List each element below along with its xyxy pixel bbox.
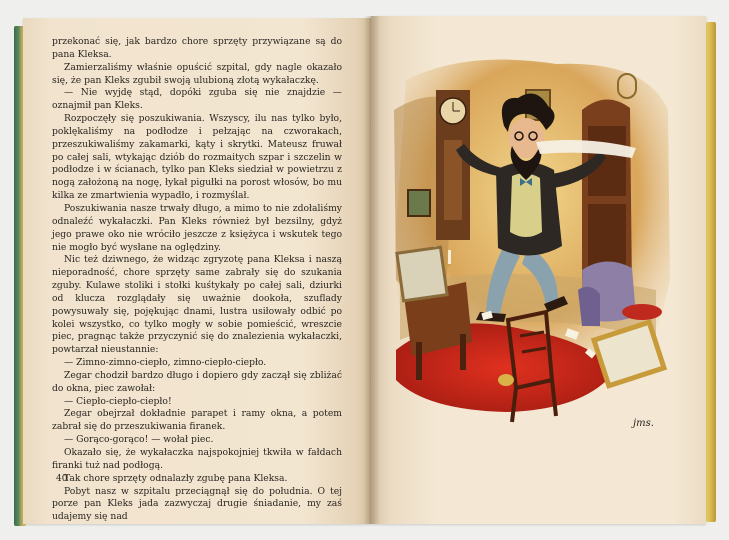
paragraph: — Zimno-zimno-ciepło, zimno-ciepło-ciepło. (64, 357, 267, 369)
book-cover-edge-right (706, 22, 716, 522)
illustration (386, 50, 674, 442)
wall-picture (408, 190, 430, 216)
bird (498, 374, 514, 386)
paragraph: Tak chore sprzęty odnalazły zgubę pana Kleksa. (64, 472, 288, 484)
left-page-text (52, 36, 342, 524)
paragraph: — Nie wyjdę stąd, dopóki zguba się nie znajdzie — oznajmił pan Kleks. (52, 87, 342, 112)
illustrator-signature: jms. (633, 418, 654, 429)
paragraph: Okazało się, że wykałaczka najspokojniej tkwiła w fałdach firanki tuż nad podłogą. (52, 447, 342, 471)
paragraph: Zegar chodził bardzo długo i dopiero gdy zaczął się zbliżać do okna, piec zawołał: (52, 369, 342, 394)
paragraph: przekonać się, jak bardzo chore sprzęty przywiązane są do pana Kleksa. (52, 36, 342, 60)
paragraph: Rozpoczęły się poszukiwania. Wszyscy, ilu nas tylko było, poklękaliśmy na podłodze i pełzając na czworakach, przeszukiwaliśmy zakamarki, kąty i skrytki. Mateusz fruwał po całej sali, wtykając dziób do rozmaitych szpar i szczelin w podłodze i w ścianach, tylko pan Kleks siedział w powietrzu z nogą założoną na nogę, łykał pigułki na porost włosów, bo mu kilka ze zmartwienia wypadło, i rozmyślał. (52, 113, 342, 202)
paragraph: Pobyt nasz w szpitalu przeciągnął się do południa. O tej porze pan Kleks jada zazwyczaj drugie śniadanie, my zaś udajemy się nad (52, 485, 342, 523)
paragraph: Poszukiwania nasze trwały długo, a mimo to nie zdołaliśmy odnaleźć wykałaczki. Pan Kleks również był bezsilny, gdyż jego prawe oko nie wróciło jeszcze z księżyca i wskutek tego nie mogło być wysłane na oględziny. (52, 202, 342, 253)
paragraph: Zamierzaliśmy właśnie opuścić szpital, gdy nagle okazało się, że pan Kleks zgubił swoją ulubioną złotą wykałaczkę. (52, 61, 342, 86)
book-gutter (364, 16, 380, 524)
mirror (397, 247, 447, 301)
paragraph: — Gorąco-gorąco! — wołał piec. (64, 434, 214, 446)
paragraph: Nic też dziwnego, że widząc zgryzotę pana Kleksa i naszą nieporadność, chore sprzęty same zabrały się do szukania zguby. Kulawe stoliki i stołki kuśtykały po całej sali, dziurki od klucza rozglądały się uważnie dookoła, szuflady powysuwały się, pojękując dnami, lustra usiłowały odbić po kolei wszystko, co tylko mogły w sobie pomieścić, wreszcie piec, pragnąc także przyczynić się do znalezienia wykałaczki, powtarzał nieustannie: (52, 254, 342, 356)
paragraph: — Ciepło-ciepło-ciepło! (64, 395, 172, 407)
grandfather-clock (436, 90, 470, 240)
paragraph: Zegar obejrzał dokładnie parapet i ramy okna, a potem zabrał się do przeszukiwania firanek. (52, 408, 342, 433)
page-number: 40 (56, 474, 68, 484)
